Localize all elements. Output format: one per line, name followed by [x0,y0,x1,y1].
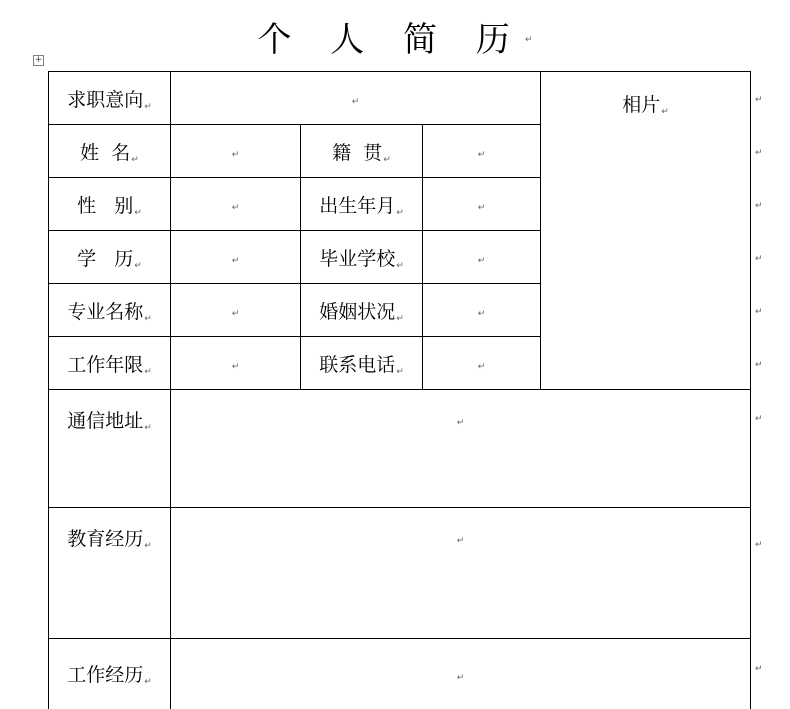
label-native-place: 籍 贯↵ [301,125,423,178]
label-photo: 相片 [622,94,661,116]
row-end-mark: ↵ [755,148,763,158]
row-end-mark: ↵ [755,664,763,674]
phone-value-cell[interactable]: ↵ [423,337,541,390]
row-end-mark: ↵ [755,414,763,424]
school-value-cell[interactable]: ↵ [423,231,541,284]
work-history-value-cell[interactable]: ↵ [171,639,751,709]
row-work-history [49,639,751,709]
education-value-cell[interactable]: ↵ [171,231,301,284]
resume-table [48,71,751,709]
address-value-cell[interactable]: ↵ [171,390,751,508]
label-marital: 婚姻状况↵ [301,284,423,337]
label-address: 通信地址↵ [49,390,171,508]
education-history-value-cell[interactable]: ↵ [171,508,751,639]
marital-value-cell[interactable]: ↵ [423,284,541,337]
label-phone: 联系电话↵ [301,337,423,390]
label-name: 姓 名↵ [49,125,171,178]
work-years-value-cell[interactable]: ↵ [171,337,301,390]
label-gender: 性 别↵ [49,178,171,231]
label-work-years: 工作年限↵ [49,337,171,390]
row-end-mark: ↵ [755,201,763,211]
label-education-history: 教育经历↵ [49,508,171,639]
row-end-mark: ↵ [755,540,763,550]
row-end-mark: ↵ [755,254,763,264]
gender-value-cell[interactable]: ↵ [171,178,301,231]
row-objective [49,72,751,125]
label-birth: 出生年月↵ [301,178,423,231]
row-education-history [49,508,751,639]
label-school: 毕业学校↵ [301,231,423,284]
major-value-cell[interactable]: ↵ [171,284,301,337]
label-objective: 求职意向↵ [49,72,171,125]
label-education: 学 历↵ [49,231,171,284]
row-end-mark: ↵ [755,95,763,105]
birth-value-cell[interactable]: ↵ [423,178,541,231]
row-address [49,390,751,508]
label-major: 专业名称↵ [49,284,171,337]
row-end-mark: ↵ [755,307,763,317]
title-text: 个 人 简 历 [257,20,524,60]
page-title [0,10,790,70]
name-value-cell[interactable]: ↵ [171,125,301,178]
row-end-mark: ↵ [755,360,763,370]
paragraph-mark: ↵ [524,35,533,45]
native-place-value-cell[interactable]: ↵ [423,125,541,178]
table-move-handle-icon[interactable]: + [34,55,43,65]
photo-cell[interactable]: 相片↵ [541,72,751,390]
objective-value-cell[interactable]: ↵ [171,72,541,125]
label-work-history: 工作经历↵ [49,639,171,709]
